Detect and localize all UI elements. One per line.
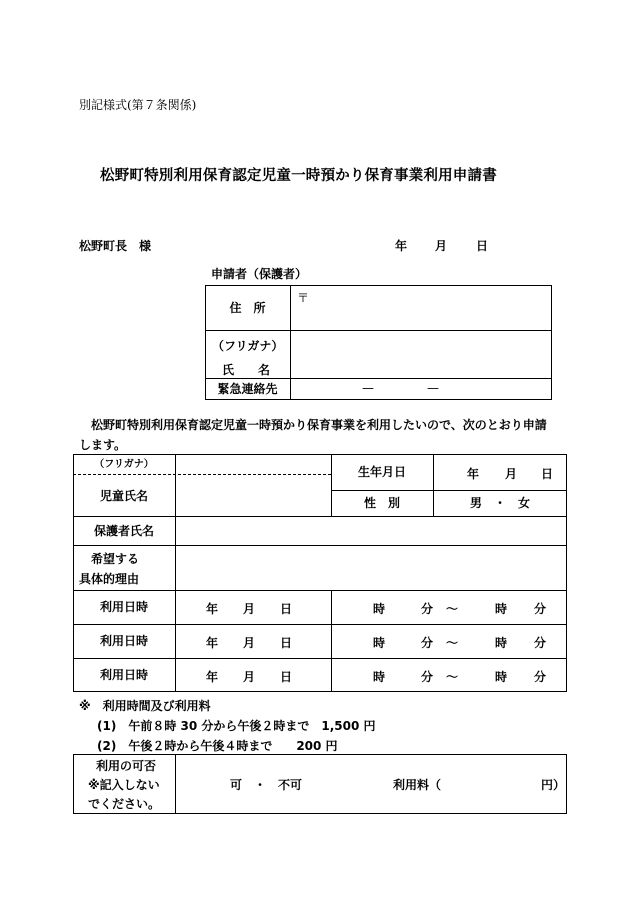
- fee-label: 利用料（: [393, 778, 442, 792]
- applicant-name-field[interactable]: [291, 331, 551, 377]
- usage-month-label: 月: [243, 602, 256, 616]
- date-day-label: 日: [476, 239, 489, 253]
- usage-year-label: 年: [206, 670, 219, 684]
- intro-line-2: します。: [79, 438, 127, 452]
- usage-end-minute-label: 分: [534, 670, 547, 684]
- usage-datetime-field-3[interactable]: [176, 659, 566, 691]
- applicant-name-label: 氏 名: [222, 363, 271, 377]
- phone-separator-1: —: [362, 381, 374, 395]
- date-month-label: 月: [435, 239, 448, 253]
- postal-mark: 〒: [297, 291, 310, 305]
- reason-label-line-1: 希望する: [91, 552, 140, 566]
- intro-line-1: 松野町特別利用保育認定児童一時預かり保育事業を利用したいので、次のとおり申請: [91, 418, 547, 432]
- usage-range-tilde: 〜: [446, 602, 459, 616]
- child-furigana-label: （フリガナ）: [94, 459, 154, 470]
- usage-year-label: 年: [206, 602, 219, 616]
- usage-day-label: 日: [280, 636, 293, 650]
- usage-range-tilde: 〜: [446, 670, 459, 684]
- date-year-label: 年: [395, 239, 408, 253]
- usage-end-minute-label: 分: [534, 602, 547, 616]
- usage-datetime-label: 利用日時: [99, 600, 148, 614]
- reason-field[interactable]: [176, 546, 566, 589]
- gender-choice[interactable]: 男 ・ 女: [469, 496, 530, 510]
- office-use-label-line-1: 利用の可否: [96, 759, 157, 773]
- usage-start-hour-label: 時: [373, 670, 386, 684]
- usage-datetime-label: 利用日時: [99, 634, 148, 648]
- child-name-label: 児童氏名: [99, 488, 148, 503]
- fee-note-item-2: (2) 午後２時から午後４時まで 200 円: [97, 739, 338, 753]
- applicant-section-label: 申請者（保護者）: [211, 267, 308, 281]
- usage-day-label: 日: [280, 602, 293, 616]
- gender-label: 性 別: [363, 496, 400, 510]
- office-use-label-line-3: でください。: [88, 797, 161, 811]
- fee-note-item-1: (1) 午前８時 30 分から午後２時まで 1,500 円: [97, 719, 376, 733]
- office-use-label-line-2: ※記入しない: [88, 778, 160, 792]
- birthdate-day-label: 日: [541, 467, 554, 481]
- usage-datetime-label: 利用日時: [99, 668, 148, 682]
- usage-datetime-field-2[interactable]: [176, 625, 566, 657]
- address-label: 住 所: [229, 300, 266, 315]
- form-reference: 別記様式(第７条関係): [79, 98, 197, 112]
- birthdate-label: 生年月日: [357, 465, 406, 479]
- fee-notes-heading: ※ 利用時間及び利用料: [79, 699, 211, 713]
- birthdate-field[interactable]: [434, 455, 566, 489]
- applicant-furigana-label: （フリガナ）: [212, 339, 284, 353]
- usage-month-label: 月: [243, 670, 256, 684]
- emergency-contact-field[interactable]: [291, 379, 551, 399]
- child-name-field[interactable]: [176, 475, 330, 515]
- usage-month-label: 月: [243, 636, 256, 650]
- guardian-name-field[interactable]: [176, 517, 566, 544]
- birthdate-year-label: 年: [467, 467, 480, 481]
- reason-label-line-2: 具体的理由: [79, 572, 140, 586]
- document-title: 松野町特別利用保育認定児童一時預かり保育事業利用申請書: [100, 168, 497, 184]
- emergency-contact-label: 緊急連絡先: [217, 382, 278, 396]
- usage-year-label: 年: [206, 636, 219, 650]
- usage-range-tilde: 〜: [446, 636, 459, 650]
- guardian-name-label: 保護者氏名: [93, 523, 154, 538]
- usage-end-hour-label: 時: [495, 636, 508, 650]
- usage-start-minute-label: 分: [421, 602, 434, 616]
- usage-datetime-field-1[interactable]: [176, 591, 566, 623]
- addressee: 松野町長 様: [79, 239, 152, 253]
- usage-start-hour-label: 時: [373, 636, 386, 650]
- fee-unit: 円）: [541, 778, 566, 792]
- usage-start-minute-label: 分: [421, 670, 434, 684]
- approval-choice: 可 ・ 不可: [230, 778, 303, 792]
- usage-end-hour-label: 時: [495, 602, 508, 616]
- usage-end-minute-label: 分: [534, 636, 547, 650]
- phone-separator-2: —: [427, 381, 439, 395]
- usage-day-label: 日: [280, 670, 293, 684]
- birthdate-month-label: 月: [505, 467, 518, 481]
- address-field[interactable]: [291, 286, 551, 329]
- usage-start-hour-label: 時: [373, 602, 386, 616]
- usage-start-minute-label: 分: [421, 636, 434, 650]
- usage-end-hour-label: 時: [495, 670, 508, 684]
- child-furigana-field[interactable]: [176, 455, 330, 474]
